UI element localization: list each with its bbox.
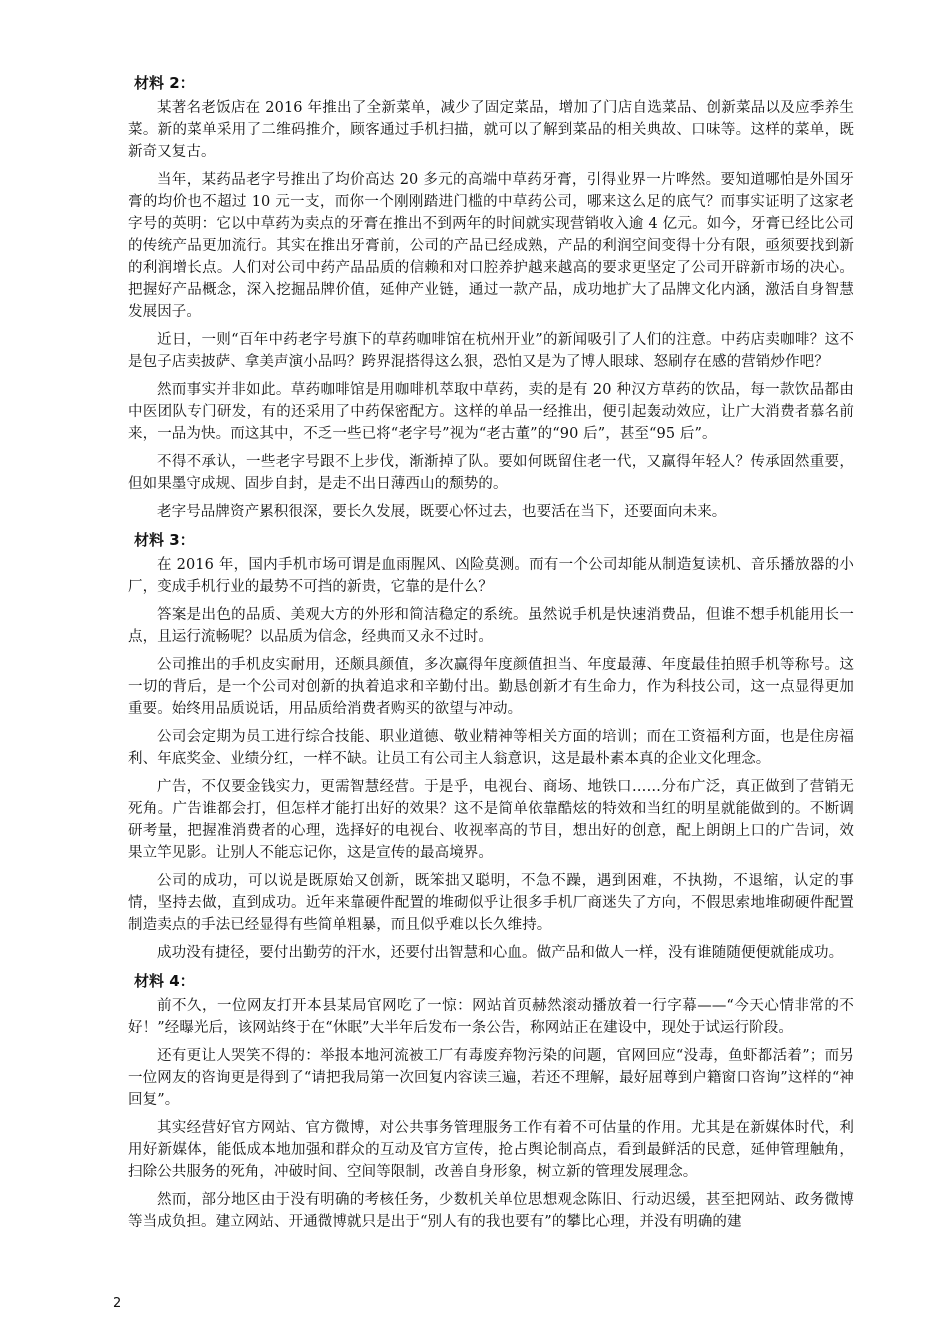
paragraph: 然而，部分地区由于没有明确的考核任务，少数机关单位思想观念陈旧、行动迟缓，甚至把网站、政务微博等当成负担。建立网站、开通微博就只是出于“别人有的我也要有”的攀比心理，并没有明确的建 — [128, 1192, 854, 1230]
paragraph: 公司的成功，可以说是既原始又创新，既笨拙又聪明，不急不躁，遇到困难，不执拗，不退缩，认定的事情，坚持去做，直到成功。近年来靠硬件配置的堆砌似乎让很多手机厂商迷失了方向，不假思索地堆砌硬件配置制造卖点的手法已经显得有些简单粗暴，而且似乎难以长久维持。 — [128, 873, 854, 933]
paragraph: 老字号品牌资产累积很深，要长久发展，既要心怀过去，也要活在当下，还要面向未来。 — [157, 504, 727, 520]
section-material-4 — [128, 970, 854, 1233]
paragraph: 前不久，一位网友打开本县某局官网吃了一惊：网站首页赫然滚动播放着一行字幕——“今天心情非常的不好！”经曝光后，该网站终于在“休眠”大半年后发布一条公告，称网站正在建设中，现处于试运行阶段。 — [128, 998, 854, 1036]
paragraph: 答案是出色的品质、美观大方的外形和简洁稳定的系统。虽然说手机是快速消费品，但谁不想手机能用长一点，且运行流畅呢？以品质为信念，经典而又永不过时。 — [128, 607, 854, 645]
paragraph: 近日，一则“百年中药老字号旗下的草药咖啡馆在杭州开业”的新闻吸引了人们的注意。中药店卖咖啡？这不是包子店卖披萨、拿美声演小品吗？跨界混搭得这么狠，恐怕又是为了博人眼球、怒刷存在感的营销炒作吧？ — [128, 332, 854, 370]
paragraph: 还有更让人哭笑不得的：举报本地河流被工厂有毒废弃物污染的问题，官网回应“没毒，鱼虾都活着”；而另一位网友的咨询更是得到了“请把我局第一次回复内容读三遍，若还不理解，最好屈尊到户籍窗口咨询”这样的“神回复”。 — [128, 1048, 854, 1108]
paragraph: 成功没有捷径，要付出勤劳的汗水，还要付出智慧和心血。做产品和做人一样，没有谁随随便便就能成功。 — [157, 945, 844, 961]
section-title: 材料 2： — [134, 74, 195, 92]
paragraph: 公司推出的手机皮实耐用，还颇具颜值，多次赢得年度颜值担当、年度最薄、年度最佳拍照手机等称号。这一切的背后，是一个公司对创新的执着追求和辛勤付出。勤恳创新才有生命力，作为科技公司，这一点显得更加重要。始终用品质说话，用品质给消费者购买的欲望与冲动。 — [128, 657, 854, 717]
section-title: 材料 3： — [134, 531, 195, 549]
section-material-2 — [128, 72, 854, 523]
paragraph: 不得不承认，一些老字号跟不上步伐，渐渐掉了队。要如何既留住老一代，又赢得年轻人？传承固然重要，但如果墨守成规、固步自封，是走不出日薄西山的颓势的。 — [128, 454, 854, 492]
paragraph: 某著名老饭店在 2016 年推出了全新菜单，减少了固定菜品，增加了门店自选菜品、创新菜品以及应季养生菜。新的菜单采用了二维码推介，顾客通过手机扫描，就可以了解到菜品的相关典故、口味等。这样的菜单，既新奇又复古。 — [128, 100, 854, 160]
page-number: 2 — [113, 1296, 122, 1311]
document-body — [128, 72, 854, 1239]
paragraph: 然而事实并非如此。草药咖啡馆是用咖啡机萃取中草药，卖的是有 20 种汉方草药的饮品，每一款饮品都由中医团队专门研发，有的还采用了中药保密配方。这样的单品一经推出，便引起轰动效应，让广大消费者慕名前来，一品为快。而这其中，不乏一些已将“老字号”视为“老古董”的“90 后”，甚至“95 后”。 — [128, 382, 854, 442]
paragraph: 广告，不仅要金钱实力，更需智慧经营。于是乎，电视台、商场、地铁口……分布广泛，真正做到了营销无死角。广告谁都会打，但怎样才能打出好的效果？这不是简单依靠酷炫的特效和当红的明星就能做到的。不断调研考量，把握准消费者的心理，选择好的电视台、收视率高的节目，想出好的创意，配上朗朗上口的广告词，效果立竿见影。让别人不能忘记你，这是宣传的最高境界。 — [128, 779, 854, 861]
paragraph: 公司会定期为员工进行综合技能、职业道德、敬业精神等相关方面的培训；而在工资福利方面，也是住房福利、年底奖金、业绩分红，一样不缺。让员工有公司主人翁意识，这是最朴素本真的企业文化理念。 — [128, 729, 854, 767]
section-title: 材料 4： — [134, 972, 195, 990]
paragraph: 在 2016 年，国内手机市场可谓是血雨腥风、凶险莫测。而有一个公司却能从制造复读机、音乐播放器的小厂，变成手机行业的最势不可挡的新贵，它靠的是什么？ — [128, 557, 854, 595]
paragraph: 其实经营好官方网站、官方微博，对公共事务管理服务工作有着不可估量的作用。尤其是在新媒体时代，利用好新媒体，能低成本地加强和群众的互动及官方宣传，抢占舆论制高点，看到最鲜活的民意，延伸管理触角，扫除公共服务的死角，冲破时间、空间等限制，改善自身形象，树立新的管理发展理念。 — [128, 1120, 854, 1180]
section-material-3 — [128, 529, 854, 964]
paragraph: 当年，某药品老字号推出了均价高达 20 多元的高端中草药牙膏，引得业界一片哗然。要知道哪怕是外国牙膏的均价也不超过 10 元一支，而你一个刚刚踏进门槛的中草药公司，哪来这么足的底气？而事实证明了这家老字号的英明：它以中草药为卖点的牙膏在推出不到两年的时间就实现营销收入逾 4 亿元。如今，牙膏已经比公司的传统产品更加流行。其实在推出牙膏前，公司的产品已经成熟，产品的利润空间变得十分有限，亟须要找到新的利润增长点。人们对公司中药产品品质的信赖和对口腔养护越来越高的要求更坚定了公司开辟新市场的决心。把握好产品概念，深入挖掘品牌价值，延伸产业链，通过一款产品，成功地扩大了品牌文化内涵，激活自身智慧发展因子。 — [128, 172, 854, 320]
